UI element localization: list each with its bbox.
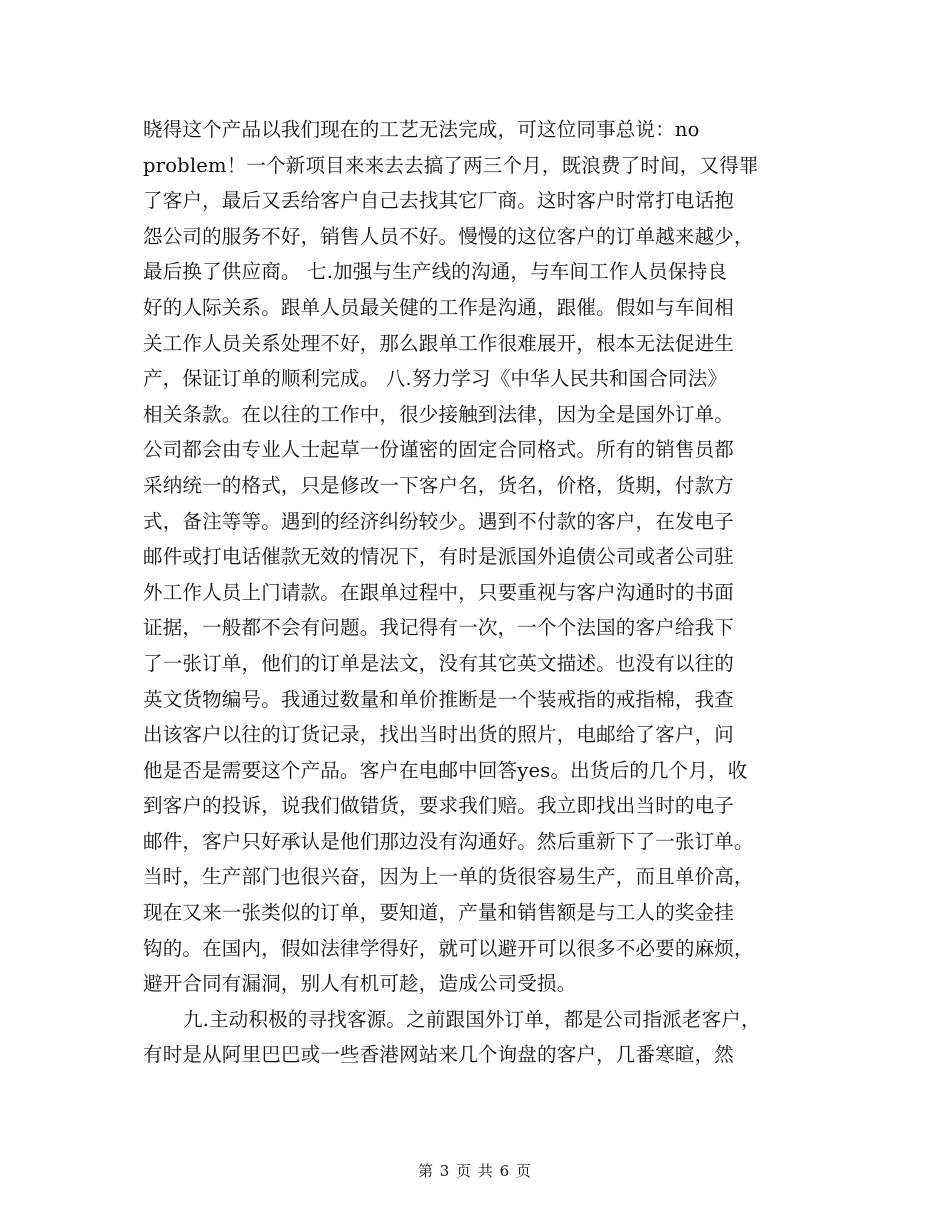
page-number-footer: 第 3 页 共 6 页 [418,1162,532,1180]
text-line: 当时，生产部门也很兴奋，因为上一单的货很容易生产，而且单价高， [143,865,754,889]
text-line: 怨公司的服务不好，销售人员不好。慢慢的这位客户的订单越来越少， [143,224,754,248]
text-line: 有时是从阿里巴巴或一些香港网站来几个询盘的客户，几番寒暄，然 [143,1043,735,1067]
text-line: problem！一个新项目来来去去搞了两三个月，既浪费了时间，又得罪 [143,153,759,177]
text-line: 公司都会由专业人士起草一份谨密的固定合同格式。所有的销售员都 [143,438,735,462]
document-body [143,112,823,1073]
text-line: 产，保证订单的顺利完成。 八.努力学习《中华人民共和国合同法》 [143,367,728,391]
text-line: 晓得这个产品以我们现在的工艺无法完成，可这位同事总说：no [143,118,700,141]
text-line: 避开合同有漏洞，别人有机可趁，造成公司受损。 [143,972,577,996]
text-line: 钩的。在国内，假如法律学得好，就可以避开可以很多不必要的麻烦， [143,936,754,960]
text-line: 出该客户以往的订货记录，找出当时出货的照片，电邮给了客户，问 [143,723,735,747]
text-line: 了一张订单，他们的订单是法文，没有其它英文描述。也没有以往的 [143,651,735,675]
text-line: 外工作人员上门请款。在跟单过程中，只要重视与客户沟通时的书面 [143,580,735,604]
text-line: 关工作人员关系处理不好，那么跟单工作很难展开，根本无法促进生 [143,331,735,355]
text-line: 邮件或打电话催款无效的情况下，有时是派国外追债公司或者公司驻 [143,545,735,569]
text-line: 他是否是需要这个产品。客户在电邮中回答yes。出货后的几个月，收 [143,758,748,782]
text-line: 英文货物编号。我通过数量和单价推断是一个装戒指的戒指棉，我查 [143,687,735,711]
text-line: 最后换了供应商。 七.加强与生产线的沟通，与车间工作人员保持良 [143,260,728,284]
text-line: 邮件，客户只好承认是他们那边没有沟通好。然后重新下了一张订单。 [143,829,754,853]
text-line: 好的人际关系。跟单人员最关健的工作是沟通，跟催。假如与车间相 [143,295,735,319]
text-line: 到客户的投诉，说我们做错货，要求我们赔。我立即找出当时的电子 [143,794,735,818]
paragraph-start-line: 九.主动积极的寻找客源。之前跟国外订单，都是公司指派老客户， [183,1007,761,1031]
text-line: 相关条款。在以往的工作中，很少接触到法律，因为全是国外订单。 [143,402,735,426]
text-line: 了客户，最后又丢给客户自己去找其它厂商。这时客户时常打电话抱 [143,189,735,213]
text-line: 现在又来一张类似的订单，要知道，产量和销售额是与工人的奖金挂 [143,901,735,925]
text-line: 采纳统一的格式，只是修改一下客户名，货名，价格，货期，付款方 [143,473,735,497]
text-line: 式，备注等等。遇到的经济纠纷较少。遇到不付款的客户，在发电子 [143,509,735,533]
text-line: 证据，一般都不会有问题。我记得有一次，一个个法国的客户给我下 [143,616,735,640]
